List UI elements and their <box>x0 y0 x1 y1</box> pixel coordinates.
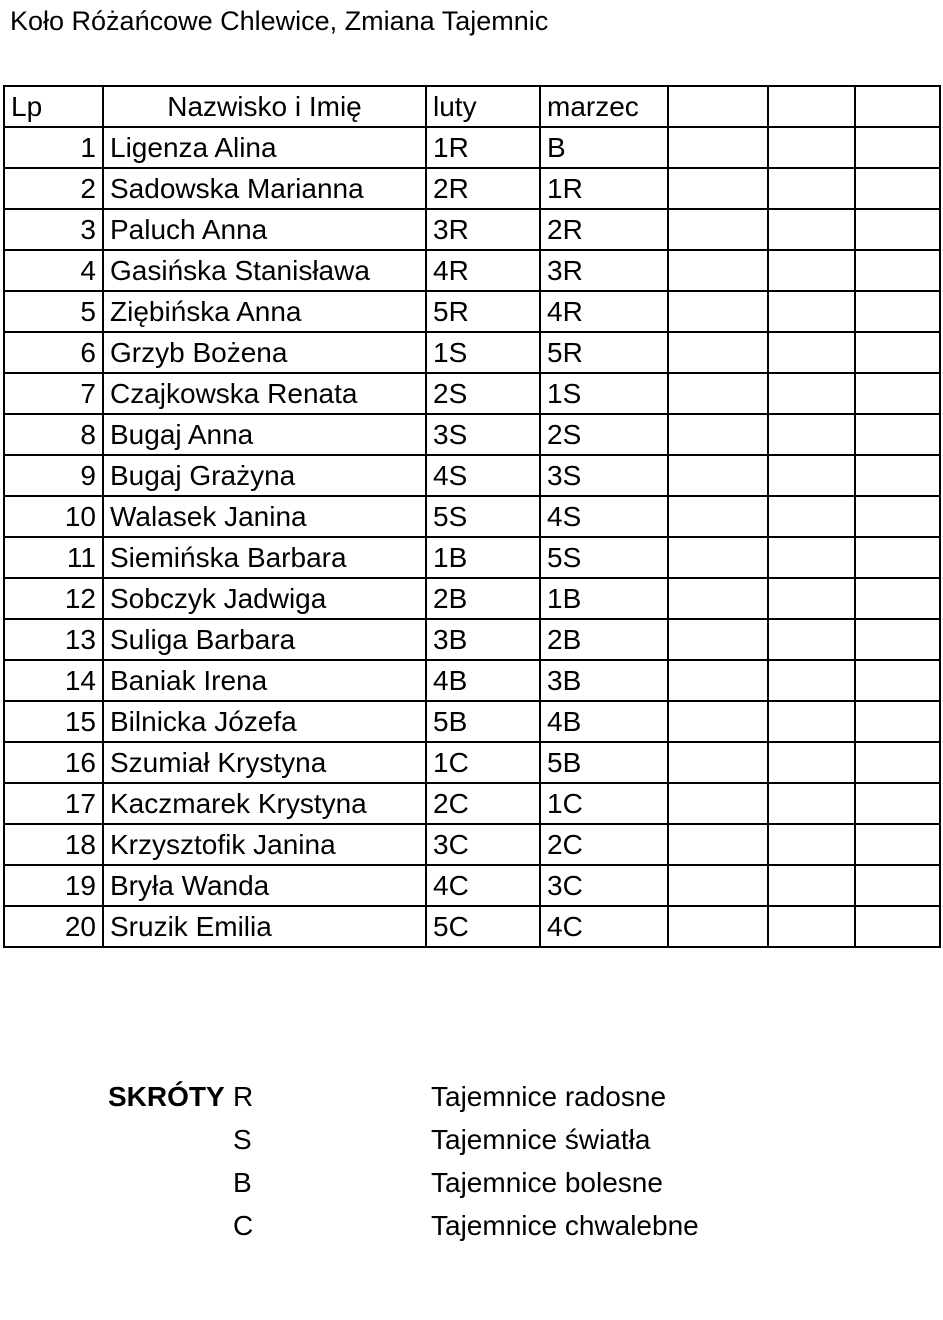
row-empty-cell <box>668 906 768 947</box>
row-lp-cell: 9 <box>4 455 103 496</box>
legend-title: SKRÓTY <box>108 1081 225 1112</box>
row-name-cell: Baniak Irena <box>103 660 426 701</box>
row-lp-cell: 6 <box>4 332 103 373</box>
row-empty-cell <box>668 373 768 414</box>
row-lp-cell: 8 <box>4 414 103 455</box>
row-empty-cell <box>668 127 768 168</box>
row-empty-cell <box>768 209 855 250</box>
row-empty-cell <box>668 824 768 865</box>
row-name-cell: Krzysztofik Janina <box>103 824 426 865</box>
row-luty-cell: 1S <box>426 332 540 373</box>
row-marzec-cell: 4B <box>540 701 668 742</box>
row-luty-cell: 1R <box>426 127 540 168</box>
row-empty-cell <box>855 742 940 783</box>
row-empty-cell <box>855 824 940 865</box>
row-luty-cell: 3C <box>426 824 540 865</box>
row-empty-cell <box>768 742 855 783</box>
row-name-cell: Suliga Barbara <box>103 619 426 660</box>
row-name-cell: Bugaj Anna <box>103 414 426 455</box>
row-name-cell: Ligenza Alina <box>103 127 426 168</box>
row-name-cell: Walasek Janina <box>103 496 426 537</box>
row-empty-cell <box>855 537 940 578</box>
row-marzec-cell: 3S <box>540 455 668 496</box>
header-empty <box>768 86 855 127</box>
row-empty-cell <box>855 578 940 619</box>
row-empty-cell <box>855 783 940 824</box>
row-luty-cell: 3B <box>426 619 540 660</box>
row-luty-cell: 5C <box>426 906 540 947</box>
row-empty-cell <box>768 291 855 332</box>
row-marzec-cell: 2B <box>540 619 668 660</box>
row-name-cell: Siemińska Barbara <box>103 537 426 578</box>
legend-code: C <box>233 1210 254 1241</box>
table-row <box>4 783 940 824</box>
table-row <box>4 619 940 660</box>
row-empty-cell <box>855 496 940 537</box>
row-empty-cell <box>855 373 940 414</box>
row-lp-cell: 4 <box>4 250 103 291</box>
header-empty <box>855 86 940 127</box>
header-marzec: marzec <box>540 86 668 127</box>
header-lp: Lp <box>4 86 103 127</box>
row-name-cell: Kaczmarek Krystyna <box>103 783 426 824</box>
table-row <box>4 865 940 906</box>
row-name-cell: Bryła Wanda <box>103 865 426 906</box>
row-luty-cell: 4B <box>426 660 540 701</box>
row-name-cell: Bilnicka Józefa <box>103 701 426 742</box>
row-empty-cell <box>768 824 855 865</box>
row-empty-cell <box>668 455 768 496</box>
legend-code: R <box>233 1081 254 1112</box>
row-lp-cell: 14 <box>4 660 103 701</box>
row-empty-cell <box>668 865 768 906</box>
row-luty-cell: 1B <box>426 537 540 578</box>
row-empty-cell <box>855 127 940 168</box>
row-lp-cell: 11 <box>4 537 103 578</box>
row-empty-cell <box>855 209 940 250</box>
row-empty-cell <box>768 906 855 947</box>
row-luty-cell: 5S <box>426 496 540 537</box>
table-row <box>4 455 940 496</box>
table-row <box>4 537 940 578</box>
table-row <box>4 496 940 537</box>
table-row <box>4 250 940 291</box>
row-marzec-cell: 1B <box>540 578 668 619</box>
row-lp-cell: 7 <box>4 373 103 414</box>
row-empty-cell <box>668 537 768 578</box>
row-empty-cell <box>768 414 855 455</box>
row-luty-cell: 2C <box>426 783 540 824</box>
row-empty-cell <box>768 455 855 496</box>
row-name-cell: Paluch Anna <box>103 209 426 250</box>
row-empty-cell <box>855 250 940 291</box>
legend-meaning: Tajemnice chwalebne <box>431 1210 699 1241</box>
row-lp-cell: 1 <box>4 127 103 168</box>
row-luty-cell: 4R <box>426 250 540 291</box>
row-lp-cell: 10 <box>4 496 103 537</box>
row-empty-cell <box>768 537 855 578</box>
row-luty-cell: 3S <box>426 414 540 455</box>
row-name-cell: Grzyb Bożena <box>103 332 426 373</box>
row-marzec-cell: 3R <box>540 250 668 291</box>
row-lp-cell: 18 <box>4 824 103 865</box>
row-name-cell: Szumiał Krystyna <box>103 742 426 783</box>
row-empty-cell <box>768 865 855 906</box>
row-marzec-cell: B <box>540 127 668 168</box>
row-luty-cell: 5R <box>426 291 540 332</box>
row-marzec-cell: 5B <box>540 742 668 783</box>
row-luty-cell: 2S <box>426 373 540 414</box>
row-empty-cell <box>768 660 855 701</box>
row-empty-cell <box>668 250 768 291</box>
row-marzec-cell: 1S <box>540 373 668 414</box>
table-row <box>4 701 940 742</box>
legend-meaning: Tajemnice radosne <box>431 1081 667 1112</box>
row-empty-cell <box>768 496 855 537</box>
row-marzec-cell: 1C <box>540 783 668 824</box>
row-empty-cell <box>855 414 940 455</box>
row-name-cell: Bugaj Grażyna <box>103 455 426 496</box>
row-empty-cell <box>855 455 940 496</box>
header-name: Nazwisko i Imię <box>103 86 426 127</box>
table-row <box>4 127 940 168</box>
row-marzec-cell: 5R <box>540 332 668 373</box>
row-lp-cell: 13 <box>4 619 103 660</box>
table-row <box>4 209 940 250</box>
row-marzec-cell: 4C <box>540 906 668 947</box>
row-luty-cell: 1C <box>426 742 540 783</box>
header-empty <box>668 86 768 127</box>
row-empty-cell <box>668 660 768 701</box>
row-empty-cell <box>668 209 768 250</box>
table-row <box>4 373 940 414</box>
row-name-cell: Sadowska Marianna <box>103 168 426 209</box>
table-row <box>4 332 940 373</box>
row-empty-cell <box>768 701 855 742</box>
row-lp-cell: 2 <box>4 168 103 209</box>
table-row <box>4 824 940 865</box>
row-empty-cell <box>668 168 768 209</box>
row-empty-cell <box>768 783 855 824</box>
row-luty-cell: 4S <box>426 455 540 496</box>
row-empty-cell <box>855 332 940 373</box>
row-empty-cell <box>855 906 940 947</box>
table-header-row <box>4 86 940 127</box>
row-empty-cell <box>768 250 855 291</box>
row-lp-cell: 3 <box>4 209 103 250</box>
table-row <box>4 660 940 701</box>
row-empty-cell <box>855 660 940 701</box>
table-row <box>4 906 940 947</box>
row-marzec-cell: 2R <box>540 209 668 250</box>
legend-meaning: Tajemnice bolesne <box>431 1167 663 1198</box>
row-empty-cell <box>668 496 768 537</box>
row-empty-cell <box>855 168 940 209</box>
row-lp-cell: 17 <box>4 783 103 824</box>
header-luty: luty <box>426 86 540 127</box>
legend-code: B <box>233 1167 252 1198</box>
table-row <box>4 414 940 455</box>
row-empty-cell <box>855 291 940 332</box>
row-lp-cell: 16 <box>4 742 103 783</box>
row-luty-cell: 4C <box>426 865 540 906</box>
row-empty-cell <box>668 332 768 373</box>
row-marzec-cell: 3B <box>540 660 668 701</box>
table-row <box>4 168 940 209</box>
row-name-cell: Sruzik Emilia <box>103 906 426 947</box>
row-marzec-cell: 5S <box>540 537 668 578</box>
row-empty-cell <box>768 127 855 168</box>
row-lp-cell: 15 <box>4 701 103 742</box>
row-empty-cell <box>855 865 940 906</box>
row-empty-cell <box>768 168 855 209</box>
row-empty-cell <box>668 414 768 455</box>
row-name-cell: Gasińska Stanisława <box>103 250 426 291</box>
row-marzec-cell: 1R <box>540 168 668 209</box>
row-empty-cell <box>855 701 940 742</box>
row-luty-cell: 5B <box>426 701 540 742</box>
row-empty-cell <box>668 742 768 783</box>
row-empty-cell <box>768 332 855 373</box>
row-marzec-cell: 2S <box>540 414 668 455</box>
row-empty-cell <box>668 619 768 660</box>
row-lp-cell: 12 <box>4 578 103 619</box>
row-empty-cell <box>768 373 855 414</box>
mysteries-table <box>3 85 941 948</box>
row-lp-cell: 5 <box>4 291 103 332</box>
table-row <box>4 578 940 619</box>
row-empty-cell <box>855 619 940 660</box>
row-marzec-cell: 2C <box>540 824 668 865</box>
row-marzec-cell: 3C <box>540 865 668 906</box>
row-lp-cell: 19 <box>4 865 103 906</box>
table-row <box>4 291 940 332</box>
row-name-cell: Sobczyk Jadwiga <box>103 578 426 619</box>
row-name-cell: Czajkowska Renata <box>103 373 426 414</box>
row-empty-cell <box>668 783 768 824</box>
row-marzec-cell: 4R <box>540 291 668 332</box>
row-lp-cell: 20 <box>4 906 103 947</box>
row-empty-cell <box>668 291 768 332</box>
page-title: Koło Różańcowe Chlewice, Zmiana Tajemnic <box>10 6 549 36</box>
row-marzec-cell: 4S <box>540 496 668 537</box>
legend-code: S <box>233 1124 252 1155</box>
row-luty-cell: 2R <box>426 168 540 209</box>
row-empty-cell <box>768 578 855 619</box>
row-name-cell: Ziębińska Anna <box>103 291 426 332</box>
row-empty-cell <box>668 701 768 742</box>
legend-meaning: Tajemnice światła <box>431 1124 651 1155</box>
row-luty-cell: 2B <box>426 578 540 619</box>
row-empty-cell <box>668 578 768 619</box>
table-row <box>4 742 940 783</box>
row-luty-cell: 3R <box>426 209 540 250</box>
row-empty-cell <box>768 619 855 660</box>
